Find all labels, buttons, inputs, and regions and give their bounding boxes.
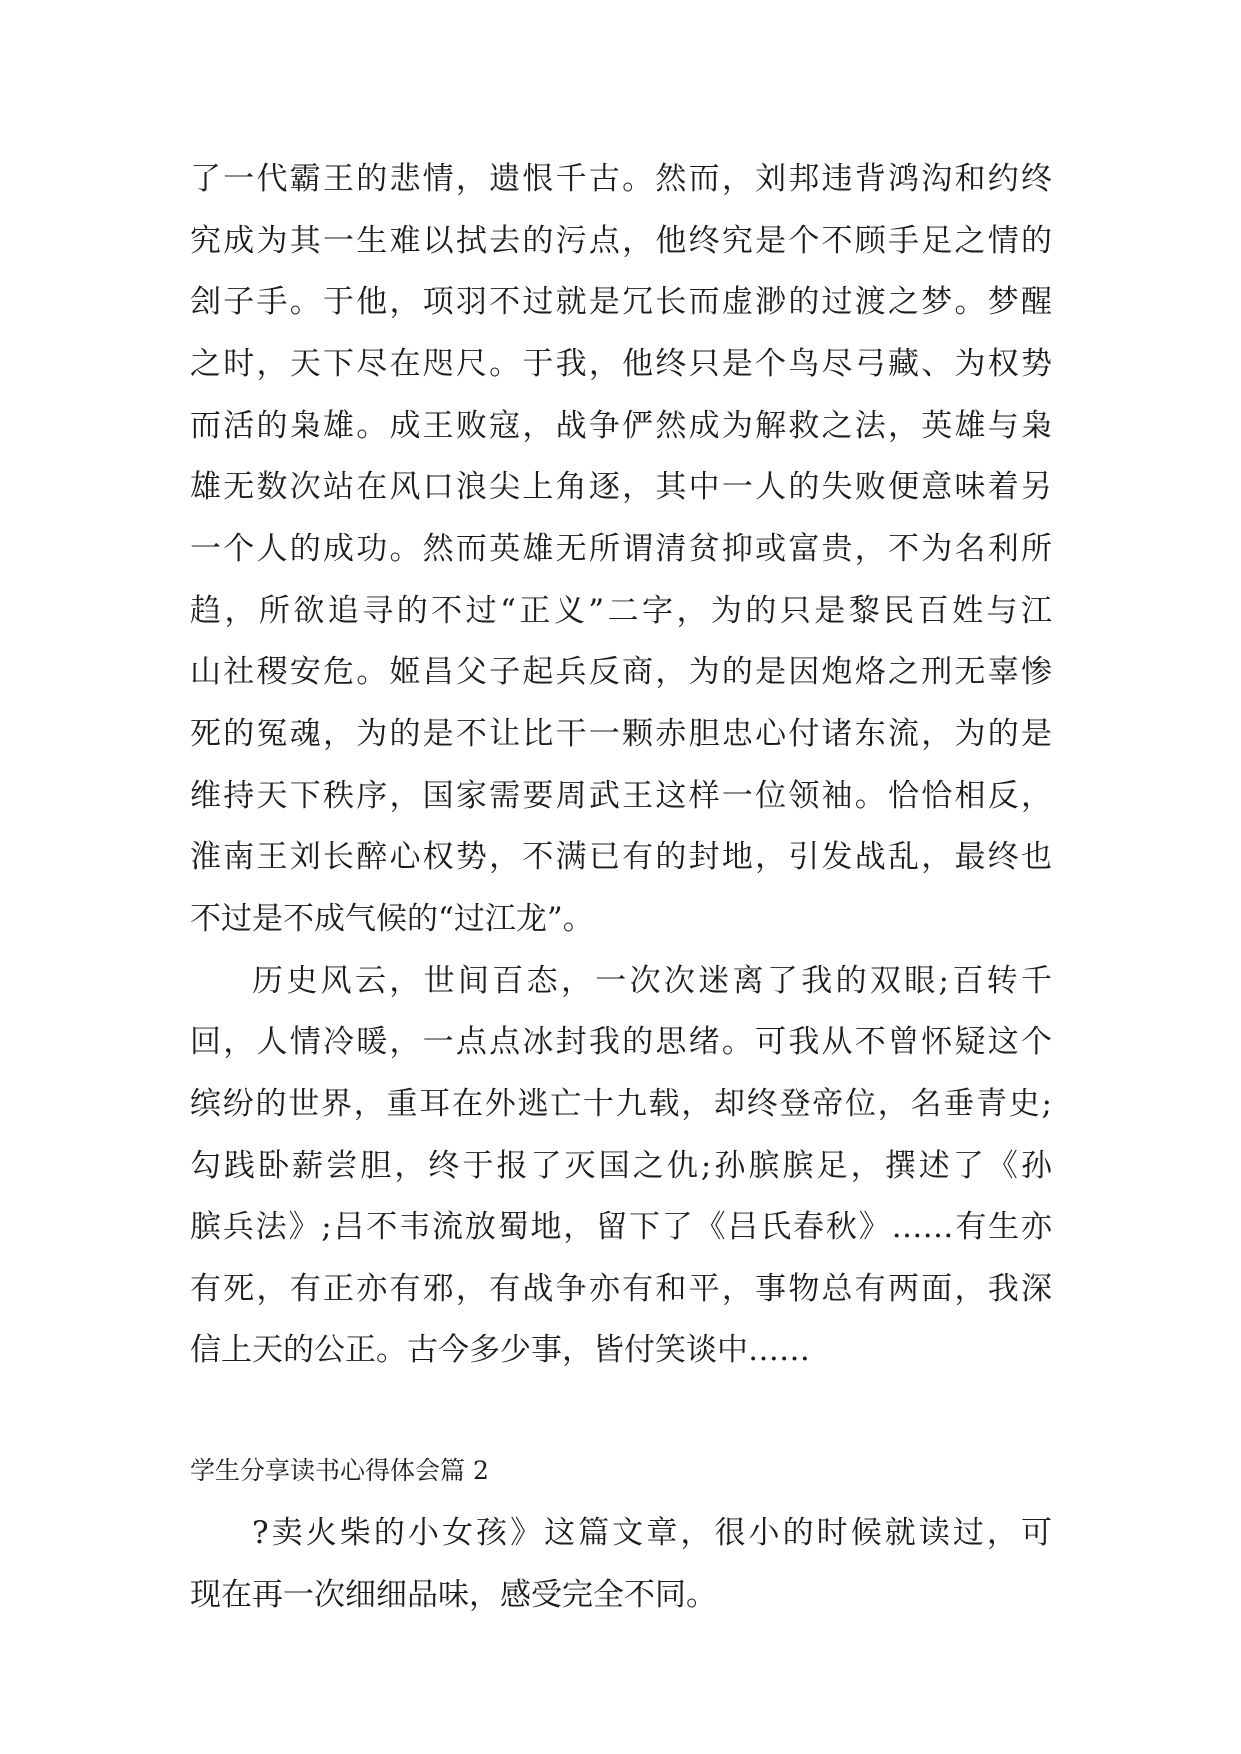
text-line: 了一代霸王的悲情，遗恨千古。然而，刘邦违背鸿沟和约终 — [190, 161, 1052, 197]
text-line: 刽子手。于他，项羽不过就是冗长而虚渺的过渡之梦。梦醒 — [190, 284, 1052, 321]
text-line: 不过是不成气候的“过江龙”。 — [190, 900, 594, 937]
body-text — [190, 149, 1052, 1382]
section-2-body — [190, 1503, 1052, 1626]
text-line: 维持天下秩序，国家需要周武王这样一位领袖。恰恰相反， — [190, 777, 1052, 814]
paragraph-first-line: ?卖火柴的小女孩》这篇文章，很小的时候就读过，可 — [252, 1515, 1052, 1551]
text-line: 趋，所欲追寻的不过“正义”二字，为的只是黎民百姓与江 — [190, 592, 1052, 629]
text-line: 有死，有正亦有邪，有战争亦有和平，事物总有两面，我深 — [190, 1270, 1052, 1307]
text-line: 山社稷安危。姬昌父子起兵反商，为的是因炮烙之刑无辜惨 — [190, 654, 1052, 691]
text-line: 膑兵法》;吕不韦流放蜀地，留下了《吕氏春秋》……有生亦 — [190, 1209, 1052, 1246]
text-line: 之时，天下尽在咫尺。于我，他终只是个鸟尽弓藏、为权势 — [190, 345, 1052, 382]
text-line: 信上天的公正。古今多少事，皆付笑谈中…… — [190, 1332, 810, 1369]
text-line: 回，人情冷暖，一点点冰封我的思绪。可我从不曾怀疑这个 — [190, 1024, 1052, 1061]
text-line: 死的冤魂，为的是不让比干一颗赤胆忠心付诸东流，为的是 — [190, 715, 1052, 752]
section-heading: 学生分享读书心得体会篇 2 — [190, 1456, 489, 1485]
text-line: 雄无数次站在风口浪尖上角逐，其中一人的失败便意味着另 — [190, 469, 1052, 506]
text-line: 缤纷的世界，重耳在外逃亡十九载，却终登帝位，名垂青史; — [190, 1085, 1052, 1122]
paragraph-first-line: 历史风云，世间百态，一次次迷离了我的双眼;百转千 — [252, 962, 1052, 999]
text-line: 而活的枭雄。成王败寇，战争俨然成为解救之法，英雄与枭 — [190, 407, 1052, 444]
text-line: 勾践卧薪尝胆，终于报了灭国之仇;孙膑膑足，撰述了《孙 — [190, 1147, 1052, 1184]
text-line: 究成为其一生难以拭去的污点，他终究是个不顾手足之情的 — [190, 222, 1052, 259]
text-line: 淮南王刘长醉心权势，不满已有的封地，引发战乱，最终也 — [190, 839, 1052, 876]
text-line: 现在再一次细细品味，感受完全不同。 — [190, 1576, 717, 1613]
text-line: 一个人的成功。然而英雄无所谓清贫抑或富贵，不为名利所 — [190, 530, 1052, 567]
